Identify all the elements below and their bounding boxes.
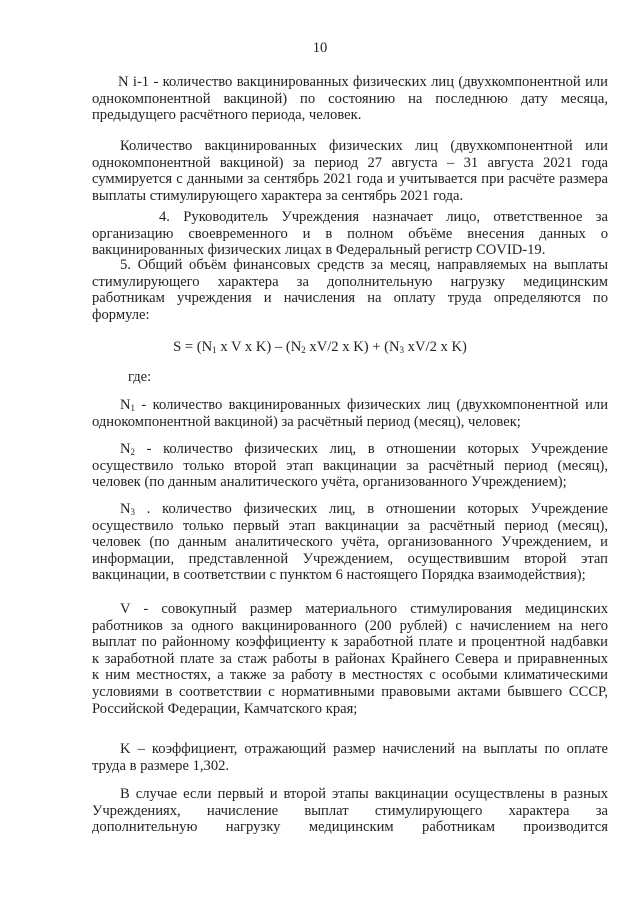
paragraph-item-4 — [92, 209, 608, 259]
text-line: труда в размере 1,302. — [92, 757, 230, 774]
text-line: однокомпонентной вакциной) за расчётный период (месяц), человек; — [92, 413, 521, 430]
paragraph-item-5 — [92, 257, 608, 323]
text-line: человек (по данным аналитического учёта, организованного Учреждением); — [92, 474, 567, 491]
text-line: дополнительную нагрузку медицинским работникам производится — [92, 819, 608, 836]
definition-n3 — [92, 501, 608, 584]
text-line: работников за одного вакцинированного (200 рублей) с начислением на него — [92, 617, 608, 634]
paragraph-different-institutions — [92, 786, 608, 836]
text-line: работникам учреждения и начисления на оплату труда определяются по — [92, 290, 608, 307]
symbol-subscript: 1 — [130, 403, 136, 413]
formula-subscript: 1 — [212, 345, 217, 355]
text-line: вакцинированных физических лицах в Федеральный регистр COVID-19. — [92, 242, 546, 259]
symbol-n: N — [120, 501, 131, 517]
text-line-rest: - количество вакцинированных физических лиц (двухкомпонентной или — [135, 397, 608, 413]
symbol-subscript: 2 — [130, 447, 136, 457]
paragraph-n-i-1 — [92, 74, 608, 124]
formula-subscript: 2 — [301, 345, 306, 355]
text-line: Российской Федерации, Камчатского края; — [92, 700, 358, 717]
text-line: 5. Общий объём финансовых средств за месяц, направляемых на выплаты — [120, 257, 608, 273]
symbol-subscript: 3 — [130, 507, 136, 517]
text-line: условиями в соответствии с нормативными правовыми актами бывшего СССР, — [92, 683, 608, 700]
text-line: информации, представленной Учреждением, осуществившим второй этап — [92, 550, 608, 567]
formula-text: xV/2 x K) + (N — [305, 339, 400, 355]
text-line: однокомпонентной вакциной) по состоянию на последнюю дату месяца, — [92, 90, 608, 107]
text-line: V - совокупный размер материального стимулирования медицинских — [120, 601, 608, 617]
text-line: человек (по данным аналитического учёта, организованного Учреждением, и — [92, 534, 608, 551]
text-line — [92, 397, 608, 414]
definition-n1 — [92, 397, 608, 430]
text-line: осуществило только второй этап вакцинации за расчётный период (месяц), — [92, 457, 608, 474]
formula-text: x V x K) – (N — [216, 339, 302, 355]
definition-v — [92, 601, 608, 717]
formula-text: S = (N — [173, 339, 213, 355]
text-line: однокомпонентной вакциной) за период 27 августа – 31 августа 2021 года — [92, 154, 608, 171]
symbol-n: N — [120, 397, 131, 413]
text-line: предыдущего расчётного периода, человек. — [92, 107, 362, 124]
text-line: N i-1 - количество вакцинированных физических лиц (двухкомпонентной или — [118, 74, 608, 90]
text-line: выплаты стимулирующего характера за сентябрь 2021 года. — [92, 187, 464, 204]
text-line: формуле: — [92, 306, 150, 323]
text-line: 4. Руководитель Учреждения назначает лицо, ответственное за — [159, 209, 608, 225]
text-line: Учреждениях, начисление выплат стимулирующего характера за — [92, 802, 608, 819]
text-line: осуществило только первый этап вакцинации за расчётный период (месяц), — [92, 517, 608, 534]
definition-n2 — [92, 441, 608, 491]
text-line: выплат по районному коэффициенту к заработной плате и процентной надбавки — [92, 634, 608, 651]
text-line — [92, 501, 608, 518]
formula-subscript: 3 — [399, 345, 405, 355]
page-number: 10 — [312, 40, 328, 56]
text-line: к заработной плате за стаж работы в районах Крайнего Севера и приравненных — [92, 650, 608, 667]
text-line: Количество вакцинированных физических лиц (двухкомпонентной или — [120, 138, 608, 154]
text-line: стимулирующего характера за дополнительную нагрузку медицинским — [92, 273, 608, 290]
where-label: где: — [128, 369, 152, 385]
text-line: вакцинации, в соответствии с пунктом 6 настоящего Порядка взаимодействия); — [92, 567, 586, 584]
text-line-rest: - количество физических лиц, в отношении которых Учреждение — [135, 441, 608, 457]
formula-text: xV/2 x K) — [404, 339, 467, 355]
text-line: суммируется с данными за сентябрь 2021 года и учитывается при расчёте размера — [92, 171, 608, 188]
text-line: организацию своевременного и в полном объёме внесения данных о — [92, 225, 608, 242]
symbol-n: N — [120, 441, 131, 457]
definition-k — [92, 741, 608, 774]
text-line — [92, 441, 608, 458]
text-line: K – коэффициент, отражающий размер начислений на выплаты по оплате — [120, 741, 608, 757]
text-line-rest: . количество физических лиц, в отношении которых Учреждение — [135, 501, 608, 517]
text-line: к ним местностях, а также за работу в местностях с особыми климатическими — [92, 667, 608, 684]
formula — [0, 339, 640, 356]
text-line: В случае если первый и второй этапы вакцинации осуществлены в разных — [120, 786, 608, 802]
paragraph-vaccination-count — [92, 138, 608, 204]
